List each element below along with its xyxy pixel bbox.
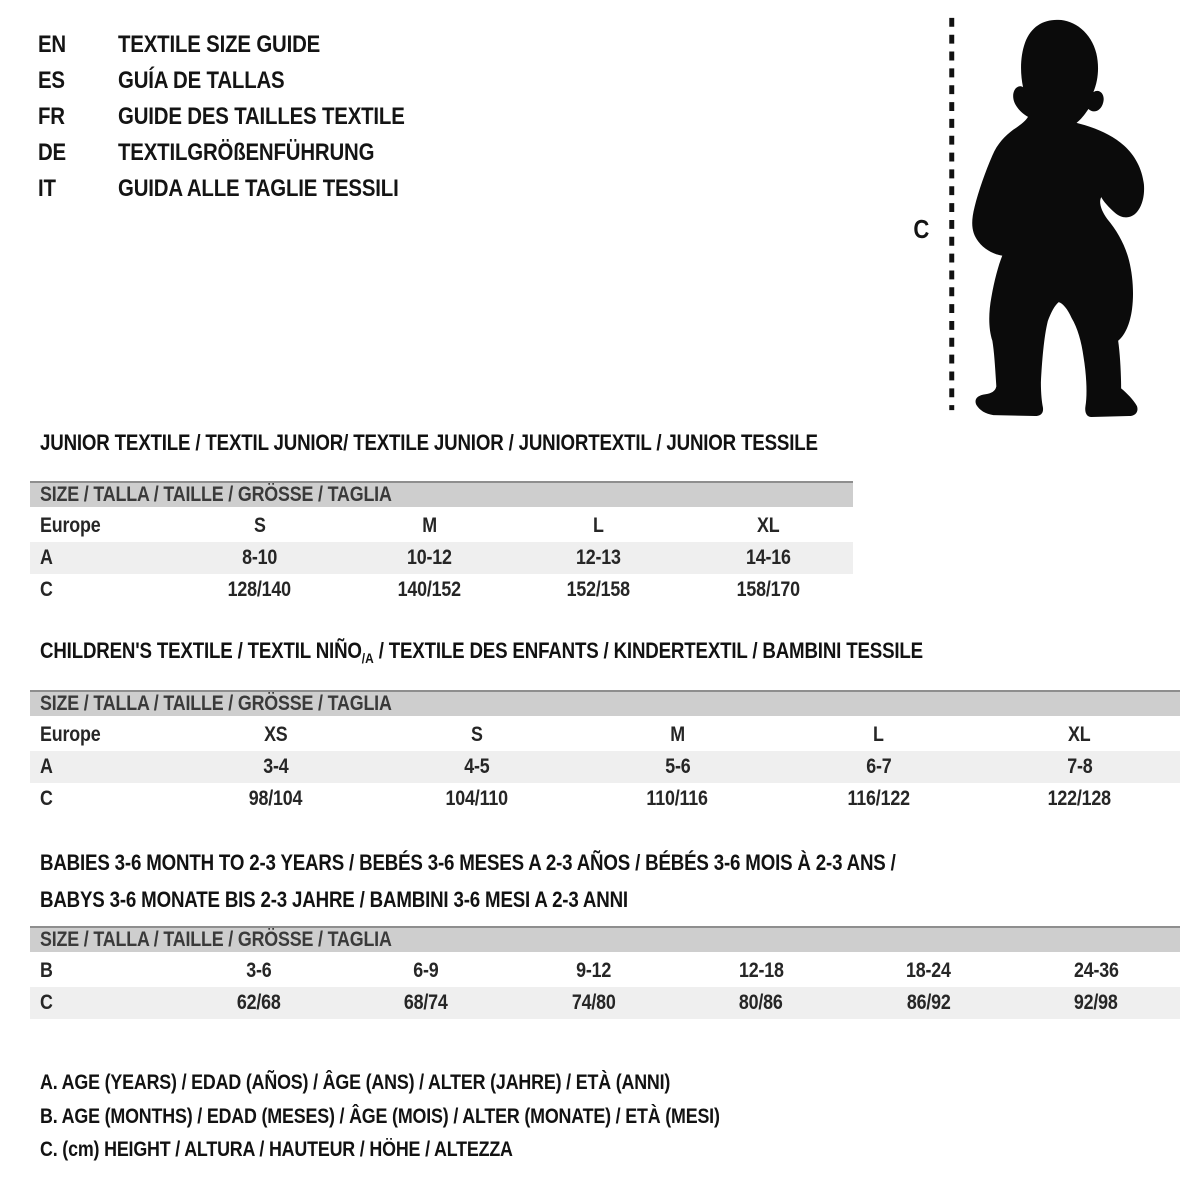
age-cell: 3-6 <box>246 959 272 982</box>
legend-line-c: C. (cm) HEIGHT / ALTURA / HAUTEUR / HÖHE / ALTEZZA <box>40 1138 513 1161</box>
language-code: DE <box>38 139 67 166</box>
children-section-heading: CHILDREN'S TEXTILE / TEXTIL $NIÑO_{/A}$ / TEXTILE DES ENFANTS / KINDERTEXTIL / BAMBINI TESSILE <box>40 638 923 666</box>
table-row <box>30 542 853 574</box>
babies-size-table <box>30 926 1180 1019</box>
height-cell: 116/122 <box>847 787 910 810</box>
size-header-bar: SIZE / TALLA / TAILLE / GRÖSSE / TAGLIA <box>30 481 853 507</box>
size-cell: XS <box>263 723 288 746</box>
nino-a-subscript: /A <box>361 650 374 666</box>
babies-heading-line2: BABYS 3-6 MONATE BIS 2-3 JAHRE / BAMBINI 3-6 MESI A 2-3 ANNI <box>40 887 628 912</box>
age-cell: 5-6 <box>664 755 691 778</box>
height-cell: 98/104 <box>248 787 303 810</box>
age-cell: 12-18 <box>738 959 784 982</box>
babies-heading-line1: BABIES 3-6 MONTH TO 2-3 YEARS / BEBÉS 3-6 MESES A 2-3 AÑOS / BÉBÉS 3-6 MOIS À 2-3 ANS / <box>40 850 896 875</box>
height-cell: 122/128 <box>1047 787 1112 810</box>
age-cell: 24-36 <box>1073 959 1119 982</box>
row-label: A <box>40 546 53 569</box>
language-code: IT <box>38 175 56 202</box>
table-row <box>30 510 853 542</box>
table-row <box>30 574 853 606</box>
language-code: FR <box>38 103 65 130</box>
height-cell: 92/98 <box>1074 991 1119 1014</box>
guide-title: TEXTILE SIZE GUIDE <box>118 31 321 58</box>
age-cell: 14-16 <box>745 546 791 569</box>
size-cell: L <box>593 514 605 537</box>
height-cell: 62/68 <box>236 991 281 1014</box>
age-cell: 7-8 <box>1066 755 1093 778</box>
age-cell: 6-7 <box>865 755 892 778</box>
junior-size-table <box>30 481 853 606</box>
guide-title: TEXTILGRÖßENFÜHRUNG <box>118 139 375 166</box>
guide-title: GUIDE DES TAILLES TEXTILE <box>118 103 405 130</box>
height-cell: 104/110 <box>445 787 508 810</box>
guide-title: GUIDA ALLE TAGLIE TESSILI <box>118 175 399 202</box>
row-label: B <box>40 959 53 982</box>
toddler-silhouette <box>972 20 1144 417</box>
table-row <box>30 719 1180 751</box>
legend-line-a: A. AGE (YEARS) / EDAD (AÑOS) / ÂGE (ANS) / ALTER (JAHRE) / ETÀ (ANNI) <box>40 1071 671 1094</box>
age-cell: 8-10 <box>242 546 278 569</box>
size-cell: S <box>470 723 483 746</box>
language-title-list <box>38 27 455 207</box>
babies-section-heading <box>40 844 1047 918</box>
size-cell: M <box>670 723 685 746</box>
size-cell: XL <box>1068 723 1091 746</box>
measure-legend <box>40 1066 840 1167</box>
toddler-silhouette-figure <box>895 6 1165 422</box>
size-cell: S <box>253 514 266 537</box>
size-cell: M <box>421 514 437 537</box>
height-cell: 110/116 <box>646 787 709 810</box>
row-label: Europe <box>40 514 101 537</box>
height-cell: 152/158 <box>567 578 631 601</box>
height-cell: 128/140 <box>228 578 292 601</box>
table-row <box>30 955 1180 987</box>
height-cell: 80/86 <box>739 991 784 1014</box>
language-row-it <box>38 171 455 207</box>
age-cell: 6-9 <box>413 959 439 982</box>
size-header-bar: SIZE / TALLA / TAILLE / GRÖSSE / TAGLIA <box>30 690 1180 716</box>
table-row <box>30 751 1180 783</box>
junior-section-heading: JUNIOR TEXTILE / TEXTIL JUNIOR/ TEXTILE JUNIOR / JUNIORTEXTIL / JUNIOR TESSILE <box>40 430 818 455</box>
age-cell: 4-5 <box>463 755 490 778</box>
size-cell: XL <box>757 514 780 537</box>
guide-title: GUÍA DE TALLAS <box>118 67 285 94</box>
language-row-fr <box>38 99 455 135</box>
age-cell: 9-12 <box>576 959 612 982</box>
size-cell: L <box>873 723 884 746</box>
table-row <box>30 987 1180 1019</box>
language-code: ES <box>38 67 65 94</box>
children-size-table <box>30 690 1180 815</box>
row-label: Europe <box>40 723 101 746</box>
row-label: C <box>40 578 53 601</box>
age-cell: 3-4 <box>262 755 289 778</box>
height-measure-label: C <box>913 214 930 244</box>
legend-line-b: B. AGE (MONTHS) / EDAD (MESES) / ÂGE (MOIS) / ALTER (MONATE) / ETÀ (MESI) <box>40 1104 720 1128</box>
height-cell: 140/152 <box>397 578 461 601</box>
row-label: C <box>40 991 53 1014</box>
age-cell: 10-12 <box>406 546 452 569</box>
table-row <box>30 783 1180 815</box>
height-cell: 86/92 <box>906 991 951 1014</box>
row-label: A <box>40 755 53 778</box>
height-cell: 74/80 <box>571 991 616 1014</box>
age-cell: 18-24 <box>906 959 952 982</box>
language-row-de <box>38 135 455 171</box>
language-row-en <box>38 27 455 63</box>
row-label: C <box>40 787 53 810</box>
height-cell: 68/74 <box>404 991 449 1014</box>
language-row-es <box>38 63 455 99</box>
size-header-bar: SIZE / TALLA / TAILLE / GRÖSSE / TAGLIA <box>30 926 1180 952</box>
age-cell: 12-13 <box>576 546 622 569</box>
language-code: EN <box>38 31 67 58</box>
height-cell: 158/170 <box>736 578 800 601</box>
